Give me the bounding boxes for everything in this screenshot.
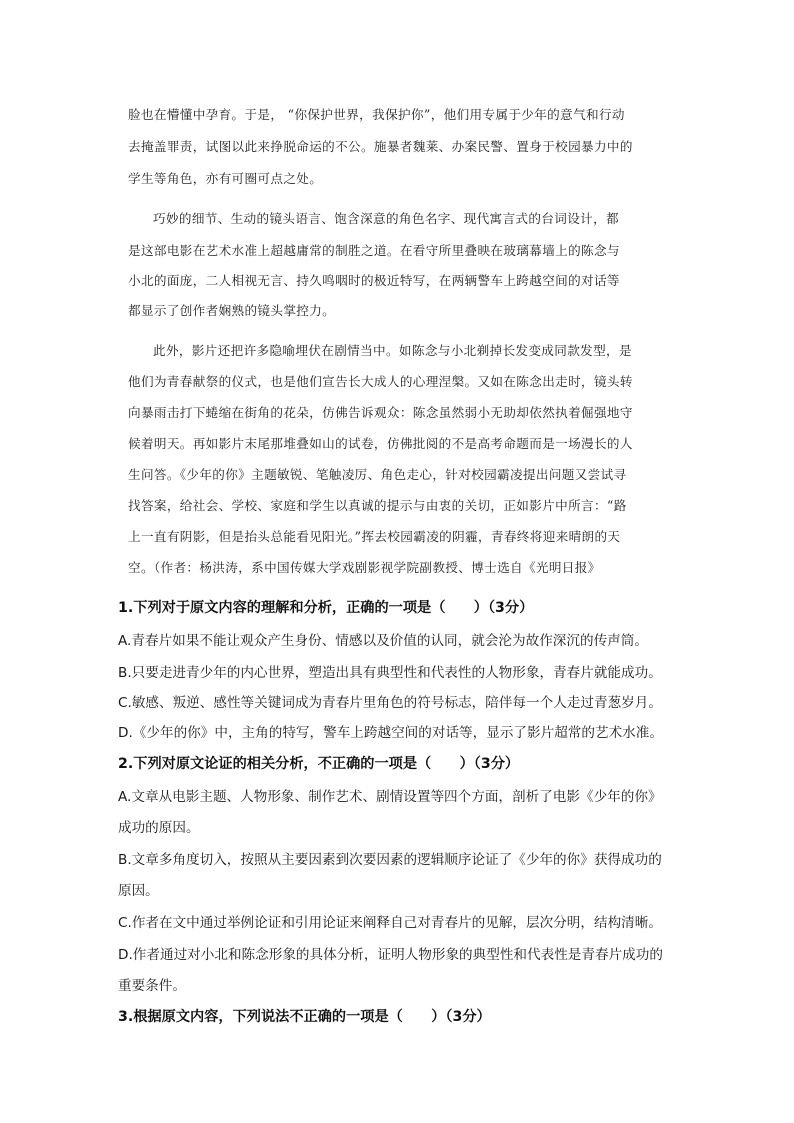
essay-line: 是这部电影在艺术水准上超越庸常的制胜之道。在看守所里叠映在玻璃幕墙上的陈念与 <box>128 243 620 258</box>
essay-line: 脸也在懵懂中孕育。于是， “你保护世界，我保护你”，他们用专属于少年的意气和行动 <box>128 107 625 122</box>
question-1-option-c: C.敏感、叛逆、感性等关键词成为青春片里角色的符号标志，陪伴每一个人走过青葱岁月。 <box>118 695 662 711</box>
essay-line: 都显示了创作者娴熟的镜头掌控力。 <box>128 303 336 318</box>
essay-line: 巧妙的细节、生动的镜头语言、饱含深意的角色名字、现代寓言式的台词设计，都 <box>153 211 619 226</box>
question-2-option-a-cont: 成功的原因。 <box>118 820 200 836</box>
essay-line: 此外，影片还把许多隐喻埋伏在剧情当中。如陈念与小北剃掉长发变成同款发型，是 <box>153 343 632 358</box>
essay-line: 找答案，给社会、学校、家庭和学生以真诚的提示与由衷的关切，正如影片中所言：“路 <box>128 498 627 513</box>
essay-line: 学生等角色，亦有可圈可点之处。 <box>128 171 323 186</box>
question-2-option-b: B.文章多角度切入，按照从主要因素到次要因素的逻辑顺序论证了《少年的你》获得成功的 <box>118 852 662 868</box>
question-1-option-b: B.只要走进青少年的内心世界，塑造出具有典型性和代表性的人物形象，青春片就能成功。 <box>118 665 662 681</box>
question-2-option-b-cont: 原因。 <box>118 883 159 899</box>
question-2-option-a: A.文章从电影主题、人物形象、制作艺术、剧情设置等四个方面，剖析了电影《少年的你》 <box>118 789 662 805</box>
question-2-option-d-cont: 重要条件。 <box>118 978 186 994</box>
question-2-option-c: C.作者在文中通过举例论证和引用论证来阐释自己对青春片的见解，层次分明，结构清晰。 <box>118 915 662 931</box>
question-1-option-a: A.青春片如果不能让观众产生身份、情感以及价值的认同，就会沦为故作深沉的传声筒。 <box>118 633 648 649</box>
essay-line: 向暴雨击打下蜷缩在街角的花朵，仿佛告诉观众：陈念虽然弱小无助却依然执着倔强地守 <box>128 405 633 420</box>
essay-line: 空。（作者：杨洪涛，系中国传媒大学戏剧影视学院副教授、博士选自《光明日报》 <box>128 560 601 575</box>
essay-line: 生问答。《少年的你》主题敏锐、笔触凌厉、角色走心，针对校园霸凌提出问题又尝试寻 <box>128 467 627 482</box>
essay-line: 他们为青春献祭的仪式，也是他们宣告长大成人的心理涅槃。又如在陈念出走时，镜头转 <box>128 374 633 389</box>
essay-line: 去掩盖罪责，试图以此来挣脱命运的不公。施暴者魏莱、办案民警、置身于校园暴力中的 <box>128 139 633 154</box>
essay-line: 小北的面庞，二人相视无言、持久鸣咽时的极近特写，在两辆警车上跨越空间的对话等 <box>128 273 620 288</box>
essay-line: 上一直有阴影，但是抬头总能看见阳光。”挥去校园霸凌的阴霾，青春终将迎来晴朗的天 <box>128 529 621 544</box>
question-2-title: 2.下列对原文论证的相关分析，不正确的一项是（ ）（3分） <box>118 756 520 772</box>
question-1-option-d: D.《少年的你》中，主角的特写，警车上跨越空间的对话等，显示了影片超常的艺术水准。 <box>118 725 663 741</box>
essay-line: 候着明天。再如影片末尾那堆叠如山的试卷，仿佛批阅的不是高考命题而是一场漫长的人 <box>128 436 633 451</box>
question-2-option-d: D.作者通过对小北和陈念形象的具体分析，证明人物形象的典型性和代表性是青春片成功的 <box>118 947 663 963</box>
question-3-title: 3.根据原文内容，下列说法不正确的一项是（ ）（3分） <box>118 1009 491 1025</box>
question-1-title: 1.下列对于原文内容的理解和分析，正确的一项是（ ）（3分） <box>118 600 534 616</box>
